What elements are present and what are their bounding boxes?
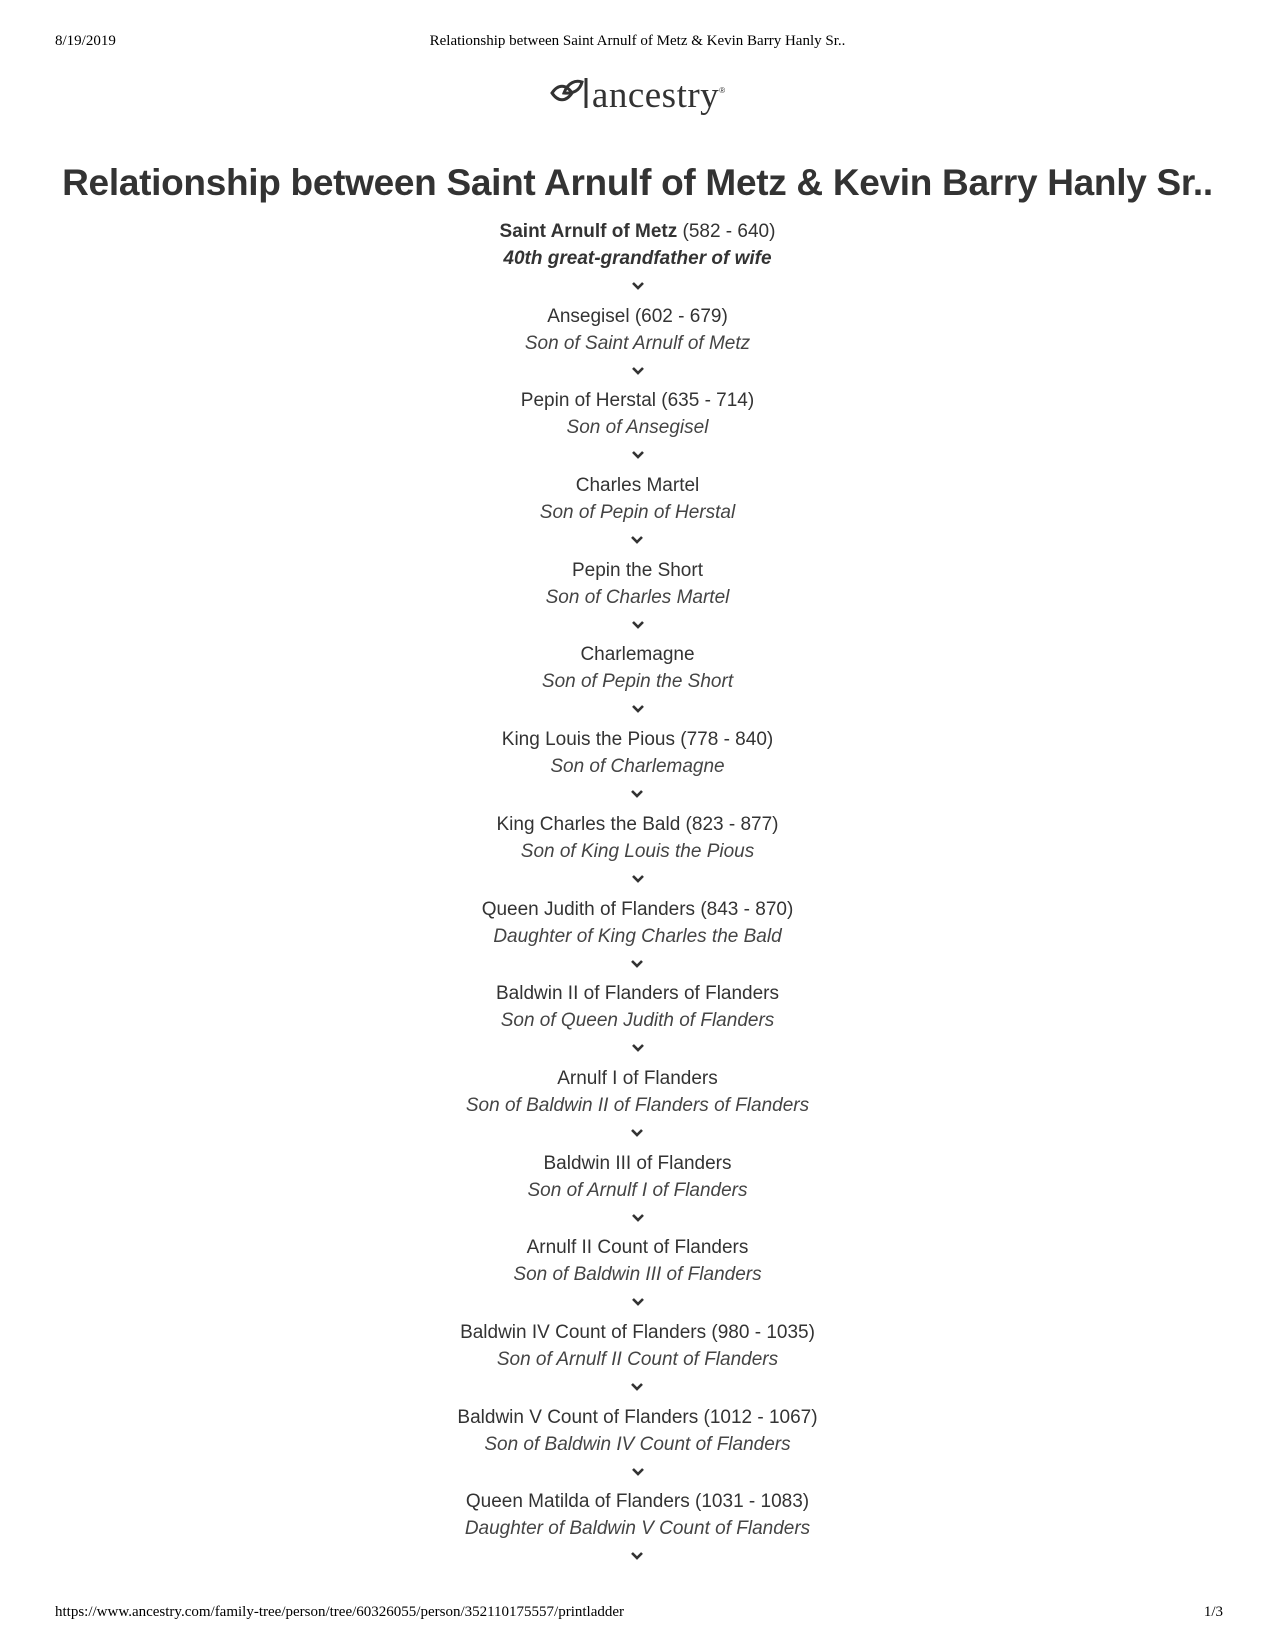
ladder-entry [502,727,773,812]
person-name[interactable]: Arnulf I of Flanders [557,1067,718,1089]
person-name[interactable]: Pepin the Short [572,559,703,581]
chevron-down-icon [631,695,645,723]
chevron-down-icon [630,950,644,978]
chevron-down-icon [631,357,645,385]
relation-text: Son of Pepin the Short [541,671,734,693]
chevron-down-icon [630,1373,644,1401]
page-title: Relationship between Saint Arnulf of Metz & Kevin Barry Hanly Sr.. [62,162,1213,203]
chevron-down-icon [631,441,645,469]
chevron-down-icon [631,865,645,893]
relation-text: Son of Saint Arnulf of Metz [524,332,751,354]
relation-text: Son of Arnulf I of Flanders [527,1179,748,1201]
chevron-down-icon [630,526,644,554]
ancestry-logo [0,76,1275,115]
person-name[interactable]: Baldwin V Count of Flanders (1012 - 1067) [457,1406,818,1428]
header-doc-title: Relationship between Saint Arnulf of Metz & Kevin Barry Hanly Sr.. [429,33,846,49]
person-dates: (582 - 640) [677,221,776,242]
relation-text: Son of King Louis the Pious [520,840,755,862]
header-date: 8/19/2019 [55,33,116,49]
chevron-down-icon [631,272,645,300]
relation-text: Daughter of Baldwin V Count of Flanders [464,1518,811,1540]
chevron-down-icon [630,1119,644,1147]
person-name[interactable]: Queen Matilda of Flanders (1031 - 1083) [465,1491,810,1513]
ladder-entry [465,1489,810,1574]
relation-text: Son of Queen Judith of Flanders [500,1010,775,1032]
ladder-entry [513,1235,761,1320]
footer-url[interactable]: https://www.ancestry.com/family-tree/person/tree/60326055/person/352110175557/printladder [55,1604,625,1620]
ladder-entry [525,304,750,389]
relation-text: Son of Baldwin II of Flanders of Flanders [465,1094,810,1116]
ladder-entry [497,812,779,897]
chevron-down-icon [631,1288,645,1316]
footer-page-number: 1/3 [1203,1604,1223,1620]
relation-text: Son of Charles Martel [545,586,730,608]
ladder-entry [457,1405,817,1490]
chevron-down-icon [630,1542,644,1570]
person-name[interactable]: Baldwin II of Flanders of Flanders [495,983,780,1005]
ladder-entry [540,473,735,558]
person-name[interactable]: Charlemagne [580,644,695,666]
ladder-entry [482,897,794,982]
ladder-entry [466,1066,809,1151]
chevron-down-icon [631,1034,645,1062]
person-name[interactable]: Ansegisel (602 - 679) [547,305,728,327]
person-name[interactable]: King Louis the Pious (778 - 840) [501,729,774,751]
ladder-entry [542,642,733,727]
ladder-entry [496,981,779,1066]
person-name[interactable]: King Charles the Bald (823 - 877) [496,813,779,835]
person-name[interactable]: Queen Judith of Flanders (843 - 870) [481,898,794,920]
person-name-bold[interactable]: Saint Arnulf of Metz [499,221,678,242]
relation-text: Son of Baldwin III of Flanders [513,1264,762,1286]
person-name[interactable] [500,219,776,245]
chevron-down-icon [631,1204,645,1232]
person-name[interactable]: Baldwin IV Count of Flanders (980 - 1035) [460,1321,815,1343]
person-name[interactable]: Pepin of Herstal (635 - 714) [520,390,755,412]
logo-registered-mark: ® [719,86,726,95]
ladder-entry [527,1151,747,1236]
chevron-down-icon [631,611,645,639]
relation-text: Son of Ansegisel [566,417,709,439]
person-name[interactable]: Baldwin III of Flanders [543,1152,732,1174]
relation-text: Son of Pepin of Herstal [539,502,736,524]
chevron-down-icon [631,1458,645,1486]
leaf-icon [550,76,590,115]
relation-text: Son of Charlemagne [550,756,725,778]
relation-text: Son of Arnulf II Count of Flanders [496,1348,779,1370]
relation-text: Daughter of King Charles the Bald [493,925,782,947]
relationship-ladder [0,219,1275,1574]
logo-wordmark: ancestry [591,75,720,116]
chevron-down-icon [630,780,644,808]
ladder-entry [500,219,776,304]
person-name[interactable]: Charles Martel [575,475,700,497]
relation-text: Son of Baldwin IV Count of Flanders [484,1433,791,1455]
person-name[interactable]: Arnulf II Count of Flanders [526,1237,749,1259]
ladder-entry [546,558,730,643]
ladder-entry [521,388,754,473]
relation-text: 40th great-grandfather of wife [503,248,772,269]
ladder-entry [460,1320,815,1405]
